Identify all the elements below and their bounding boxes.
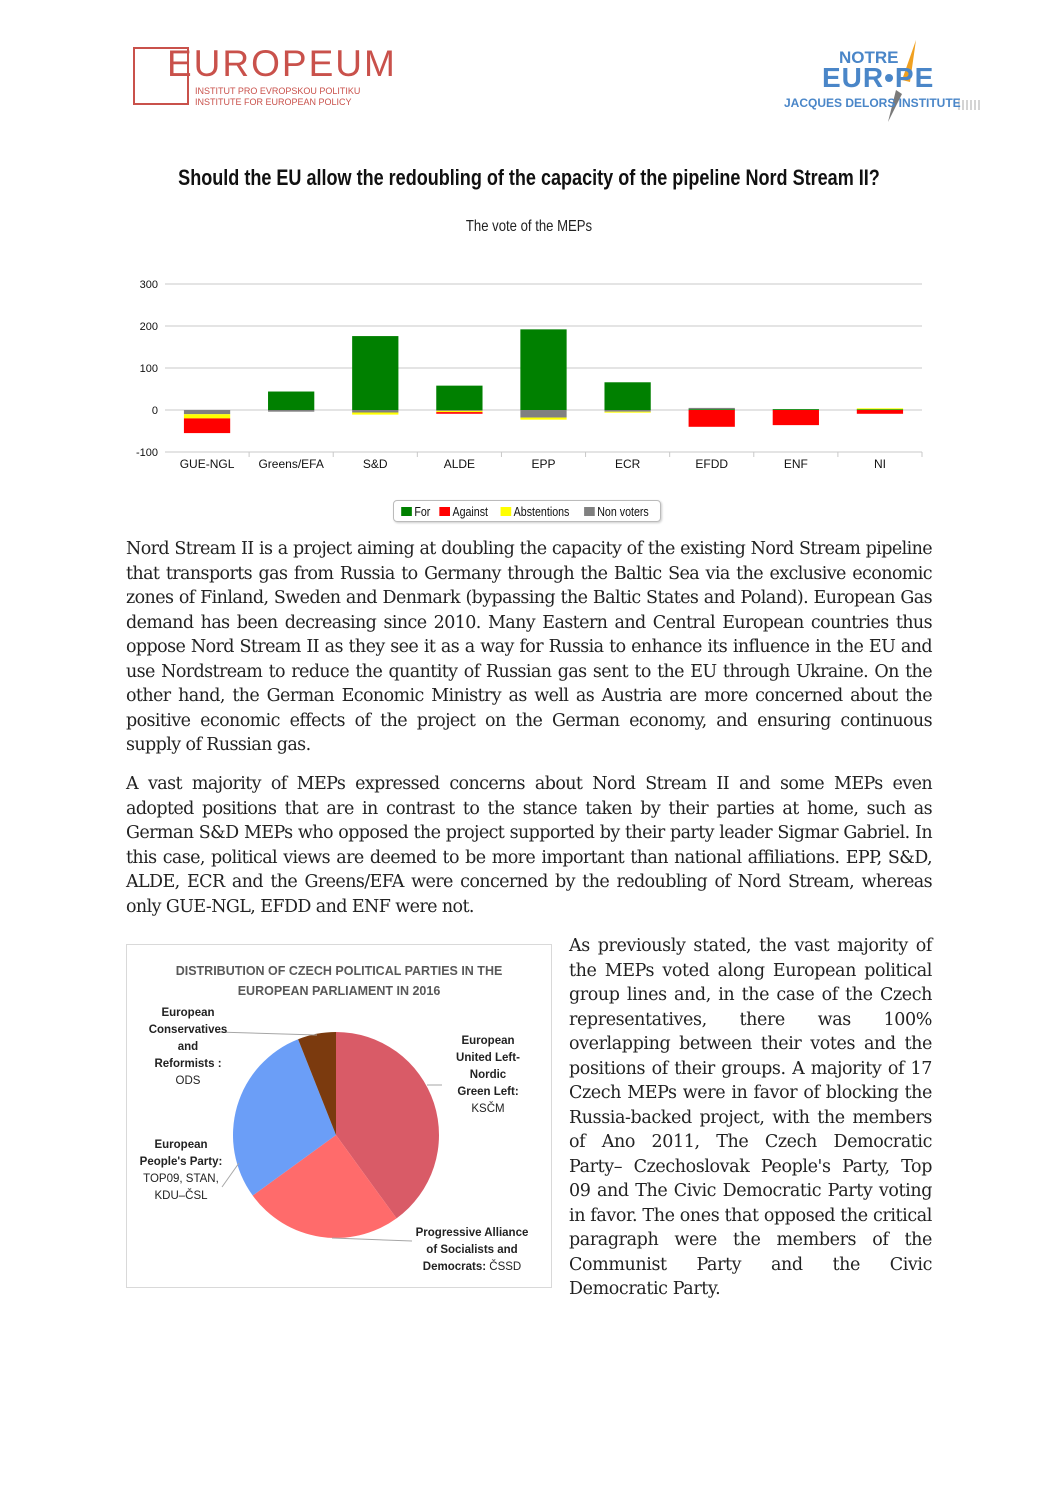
legend-item-for [401,504,430,519]
bar-for [436,386,482,410]
bar-against [184,418,230,433]
y-tick-label: 300 [139,279,158,291]
bar-abstentions [352,413,398,415]
y-tick-label: 200 [139,321,158,333]
europeum-logo-subtitle-en: INSTITUTE FOR EUROPEAN POLICY [195,97,352,107]
legend-swatch-non-voters [584,507,595,516]
x-tick-label: Greens/EFA [258,457,324,471]
pie-label-sd [407,1225,537,1276]
bar-non-voters [184,410,230,414]
x-tick-label: ECR [614,457,641,471]
notre-europe-logo-line3: JACQUES DELORS INSTITUTE [784,96,961,110]
vote-bar-chart [130,270,930,475]
pie-label-gue-party: KSČM [471,1103,505,1115]
legend-item-against [439,504,488,519]
y-tick-label: 100 [139,363,158,375]
x-tick-label: EPP [531,457,556,471]
pie-label-gue-l1: European [461,1035,515,1047]
pie-label-gue [443,1033,533,1118]
pie-label-ecr-l4: Reformists : [154,1058,222,1070]
bar-non-voters [352,410,398,413]
paragraph-mep-concerns: A vast majority of MEPs expressed concerns about Nord Stream II and some MEPs even adopted positions that are in contrast to the stance taken by their parties at home, such as German S&D MEPs who opposed the project supported by their party leader Sigmar Gabriel. In this case, political views are deemed to be more important than national affiliations. EPP, S&D, ALDE, ECR and the Greens/EFA were concerned by the redoubling of Nord Stream, whereas only GUE-NGL, EFDD and ENF were not. [126,774,932,917]
pie-label-epp-party1: TOP09, STAN, [143,1173,219,1185]
notre-europe-logo [784,38,984,128]
paragraph-czech-meps: As previously stated, the vast majority of the MEPs voted along European political group lines and, in the case of the Czech representatives, there was 100% overlapping between their votes and the positions of their groups. A majority of 17 Czech MEPs were in favor of blocking the Russia-backed project, with the members of Ano 2011, The Czech Democratic Party– Czechoslovak People's Party, Top 09 and The Civic Democratic Party voting in favor. The ones that opposed the critical paragraph were the members of the Communist Party and the Civic Democratic Party. [569,936,932,1299]
legend-label-non-voters: Non voters [597,503,649,519]
bar-abstentions [857,408,903,409]
bar-for [352,336,398,410]
leader-line-sd [332,1238,412,1241]
x-tick-label: GUE-NGL [179,457,235,471]
legend-swatch-abstentions [501,507,512,516]
legend-label-for: For [414,503,431,519]
legend-swatch-for [401,507,412,516]
legend-label-against: Against [452,503,488,519]
pie-label-epp-party2: KDU–ČSL [154,1190,208,1202]
bar-against [773,410,819,425]
bar-non-voters [520,410,566,418]
pie-label-sd-l2: of Socialists and [426,1244,518,1256]
legend-swatch-against [439,507,450,516]
pie-chart-title-text: DISTRIBUTION OF CZECH POLITICAL PARTIES IN THE EUROPEAN PARLIAMENT IN 2016 [175,964,503,998]
bar-non-voters [604,410,650,412]
bar-abstentions [184,414,230,418]
pie-label-ecr-party: ODS [175,1075,201,1087]
notre-europe-logo-line2: EUR•PE [822,62,935,93]
pie-label-sd-party: ČSSD [489,1261,522,1273]
x-tick-label: NI [873,457,886,471]
bar-abstentions [520,418,566,420]
bar-against [689,410,735,427]
legend-item-abstentions [501,504,570,519]
pie-label-sd-l3: Democrats: [422,1261,487,1273]
y-tick-label: -100 [135,447,158,459]
y-tick-label: 0 [151,405,158,417]
paragraph-nord-stream-intro: Nord Stream II is a project aiming at doubling the capacity of the existing Nord Stream pipeline that transports gas from Russia to Germany through the Baltic Sea via the exclusive economic zones of Finland, Sweden and Denmark (bypassing the Baltic States and Poland). European Gas demand has been decreasing since 2010. Many Eastern and Central European countries thus oppose Nord Stream II as they see it as a way for Russia to enhance its influence in the EU and use Nordstream to reduce the quantity of Russian gas sent to the EU through Ukraine. On the other hand, the German Economic Ministry as well as Austria are more concerned about the positive economic effects of the project on the German economy, and ensuring continuous supply of Russian gas. [126,539,932,755]
pie-label-epp [131,1137,231,1205]
legend-item-non-voters [584,504,649,519]
bar-against [436,412,482,414]
x-tick-label: S&D [362,457,388,471]
bar-for [604,382,650,410]
pie-label-sd-l1: Progressive Alliance [415,1227,529,1239]
legend-label-abstentions: Abstentions [513,503,570,519]
page-title: Should the EU allow the redoubling of the capacity of the pipeline Nord Stream II? [178,165,880,190]
bar-non-voters [268,410,314,412]
pie-label-ecr-l2: Conservatives [148,1024,228,1036]
europeum-logo [133,43,397,109]
bar-against [857,410,903,414]
chart-title: The vote of the MEPs [465,218,593,235]
x-tick-label: ALDE [443,457,476,471]
chart-legend [393,500,661,522]
pie-label-epp-l1: European [154,1139,208,1151]
europeum-logo-name: EUROPEUM [167,43,397,84]
bar-for [520,329,566,410]
pie-label-ecr-l1: European [161,1007,215,1019]
pie-label-gue-l4: Green Left: [457,1086,519,1098]
pie-label-ecr [133,1005,243,1090]
bar-abstentions [604,412,650,413]
bar-non-voters [689,408,735,409]
pie-label-epp-l2: People's Party: [139,1156,223,1168]
europeum-logo-subtitle-cz: INSTITUT PRO EVROPSKOU POLITIKU [195,86,361,96]
pie-label-ecr-l3: and [177,1041,199,1053]
bar-for [268,392,314,410]
pie-label-gue-l3: Nordic [469,1069,507,1081]
bar-abstentions [436,411,482,412]
x-tick-label: EFDD [695,457,729,471]
x-tick-label: ENF [783,457,808,471]
notre-europe-logo-line1: NOTRE [839,48,899,67]
czech-parties-pie-chart [126,944,552,1288]
pie-label-gue-l2: United Left- [456,1052,520,1064]
